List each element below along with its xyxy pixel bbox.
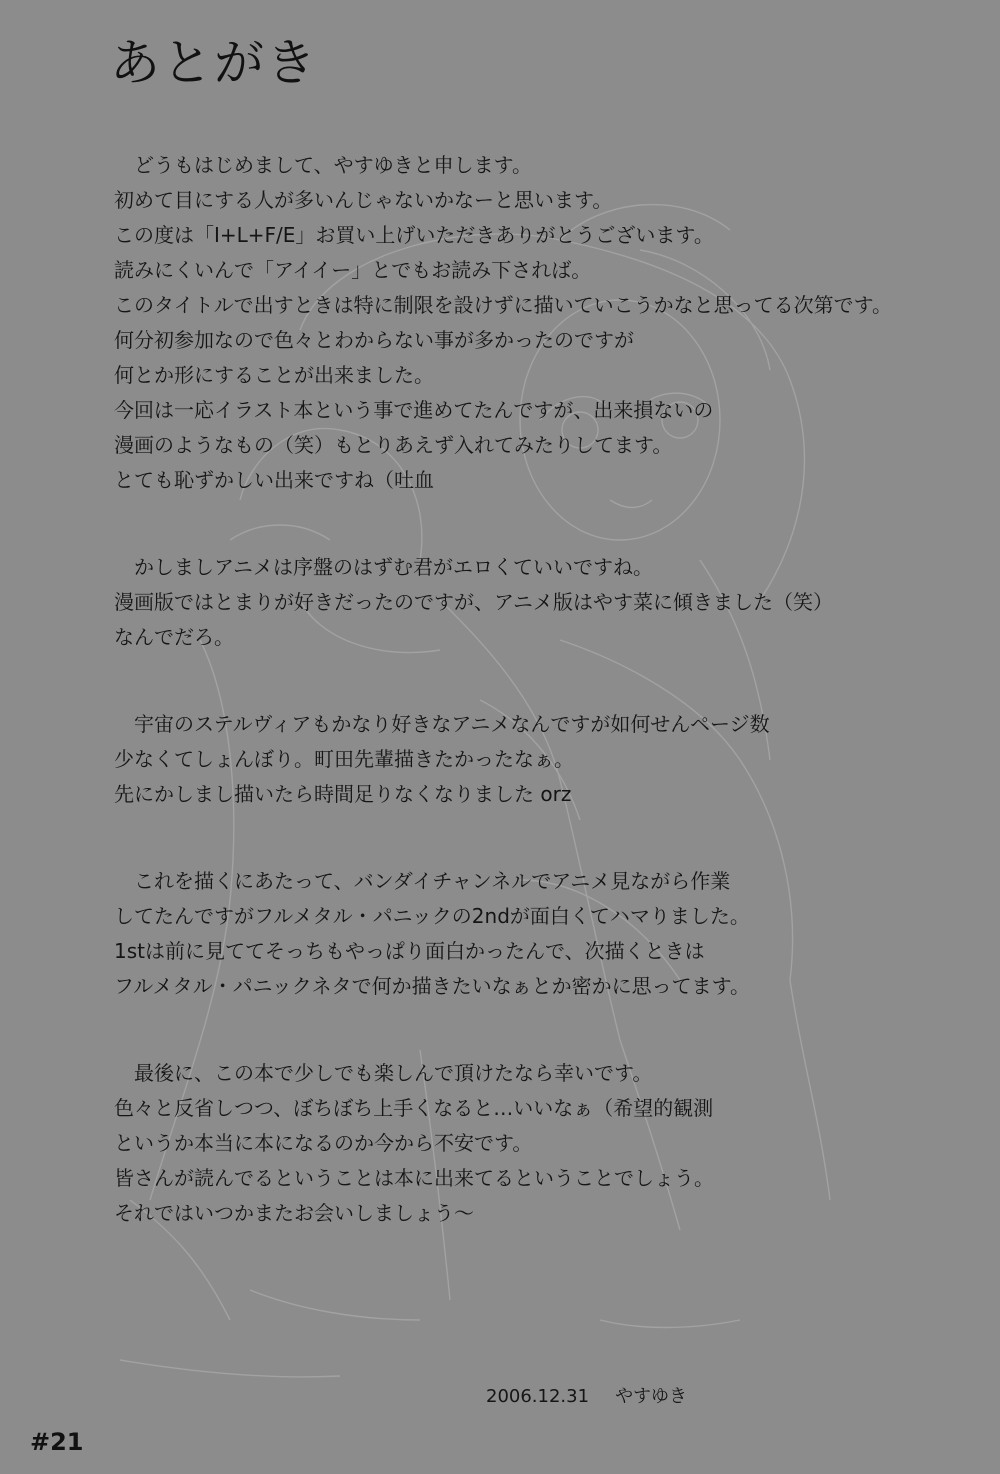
text-line: 先にかしまし描いたら時間足りなくなりました orz (114, 782, 572, 806)
text-line: 漫画版ではとまりが好きだったのですが、アニメ版はやす菜に傾きました（笑） (114, 590, 833, 614)
paragraph-2 (114, 550, 974, 655)
paragraph-4 (114, 864, 974, 1004)
paragraph-gap (114, 655, 974, 707)
text-line: 何とか形にすることが出来ました。 (114, 363, 434, 387)
text-line: とても恥ずかしい出来ですね（吐血 (114, 468, 434, 492)
text-line: かしましアニメは序盤のはずむ君がエロくていいですね。 (114, 555, 653, 579)
paragraph-gap (114, 498, 974, 550)
paragraph-5 (114, 1056, 974, 1231)
text-line: フルメタル・パニックネタで何か描きたいなぁとか密かに思ってます。 (114, 974, 750, 998)
text-line: 初めて目にする人が多いんじゃないかなーと思います。 (114, 188, 613, 212)
paragraph-1 (114, 148, 974, 498)
text-line: というか本当に本になるのか今から不安です。 (114, 1131, 533, 1155)
paragraph-3 (114, 707, 974, 812)
text-line: 1stは前に見ててそっちもやっぱり面白かったんで、次描くときは (114, 939, 705, 963)
text-line: 何分初参加なので色々とわからない事が多かったのですが (114, 328, 634, 352)
text-line: してたんですがフルメタル・パニックの2ndが面白くてハマりました。 (114, 904, 750, 928)
paragraph-gap (114, 1004, 974, 1056)
text-line: どうもはじめまして、やすゆきと申します。 (114, 153, 532, 177)
text-line: 宇宙のステルヴィアもかなり好きなアニメなんですが如何せんページ数 (114, 712, 770, 736)
text-line: 最後に、この本で少しでも楽しんで頂けたなら幸いです。 (114, 1061, 653, 1085)
text-line: このタイトルで出すときは特に制限を設けずに描いていこうかなと思ってる次第です。 (114, 293, 892, 317)
text-line: この度は「I+L+F/E」お買い上げいただきありがとうございます。 (114, 223, 714, 247)
text-line: 少なくてしょんぼり。町田先輩描きたかったなぁ。 (114, 747, 574, 771)
signature-date: 2006.12.31 (486, 1386, 590, 1407)
text-line: 今回は一応イラスト本という事で進めてたんですが、出来損ないの (114, 398, 714, 422)
signature (486, 1382, 687, 1408)
text-line: 漫画のようなもの（笑）もとりあえず入れてみたりしてます。 (114, 433, 673, 457)
text-line: 読みにくいんで「アイイー」とでもお読み下されば。 (114, 258, 592, 282)
text-line: 皆さんが読んでるということは本に出来てるということでしょう。 (114, 1166, 714, 1190)
text-line: これを描くにあたって、バンダイチャンネルでアニメ見ながら作業 (114, 869, 731, 893)
page-title: あとがき (110, 34, 318, 92)
page-number: #21 (30, 1428, 84, 1456)
paragraph-gap (114, 812, 974, 864)
text-line: なんでだろ。 (114, 625, 234, 649)
signature-author: やすゆき (615, 1386, 688, 1407)
afterword-body (114, 148, 974, 1231)
text-line: 色々と反省しつつ、ぼちぼち上手くなると…いいなぁ（希望的観測 (114, 1096, 714, 1120)
text-line: それではいつかまたお会いしましょう～ (114, 1201, 474, 1225)
